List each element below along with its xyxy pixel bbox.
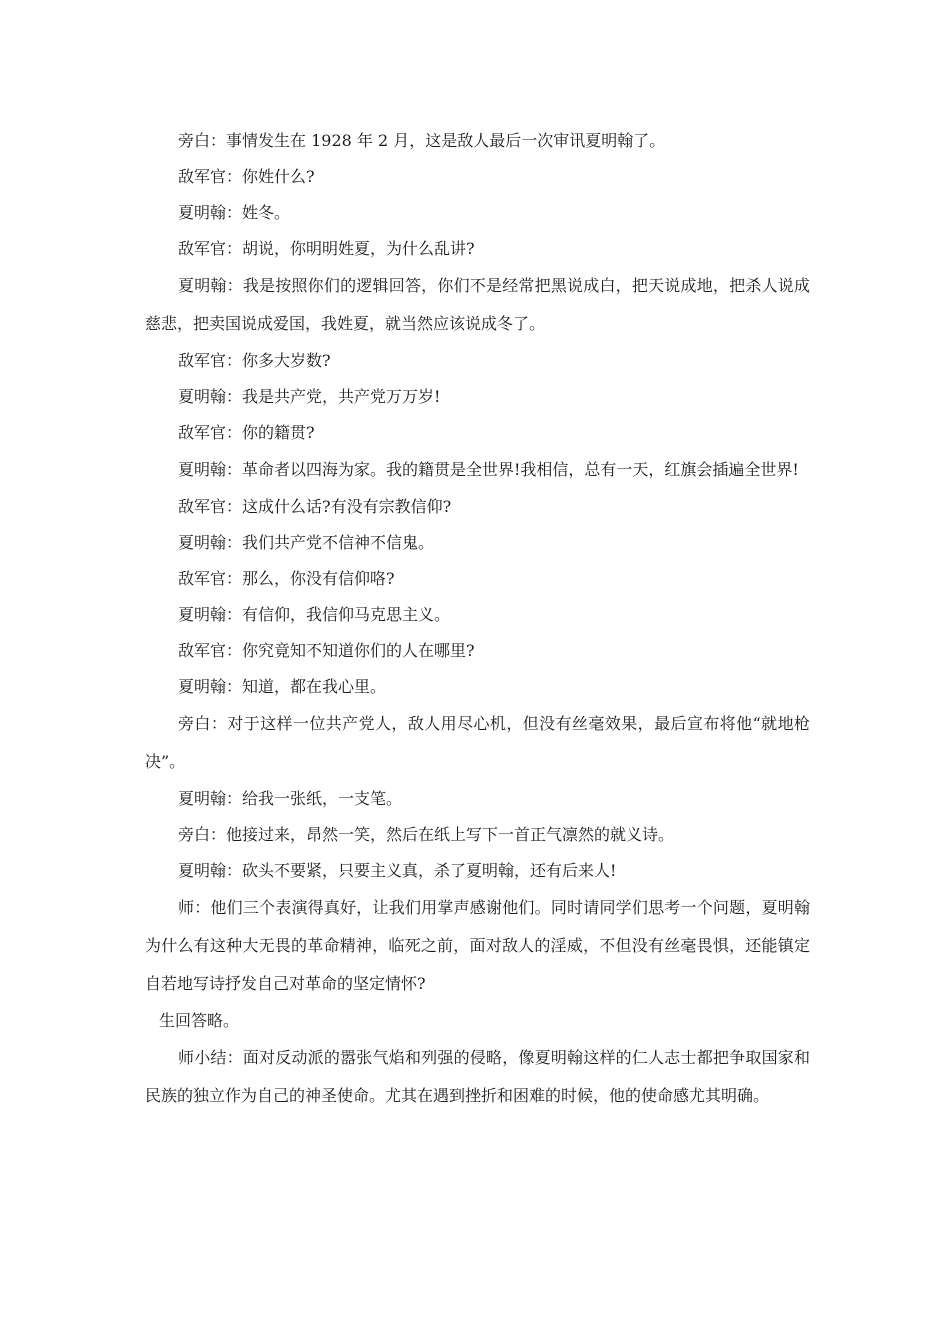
- paragraph-officer-1: 敌军官：你姓什么?: [178, 167, 315, 186]
- paragraph-xia-3: 夏明翰：我是共产党，共产党万万岁!: [178, 387, 441, 406]
- paragraph-xia-6: 夏明翰：有信仰，我信仰马克思主义。: [178, 605, 451, 624]
- paragraph-officer-7: 敌军官：你究竟知不知道你们的人在哪里?: [178, 641, 475, 660]
- paragraph-xia-7: 夏明翰：知道，都在我心里。: [178, 677, 387, 696]
- paragraph-xia-5: 夏明翰：我们共产党不信神不信鬼。: [178, 533, 435, 552]
- paragraph-officer-3: 敌军官：你多大岁数?: [178, 351, 331, 370]
- paragraph-xia-2: 夏明翰：我是按照你们的逻辑回答，你们不是经常把黑说成白，把天说成地，把杀人说成慈悲，把卖国说成爱国，我姓夏，就当然应该说成冬了。: [145, 276, 810, 333]
- paragraph-student-answer: 生回答略。: [159, 1011, 240, 1030]
- paragraph-xia-8: 夏明翰：给我一张纸，一支笔。: [178, 789, 403, 808]
- paragraph-xia-4: 夏明翰：革命者以四海为家。我的籍贯是全世界!我相信，总有一天，红旗会插遍全世界!: [178, 460, 799, 479]
- paragraph-officer-6: 敌军官：那么，你没有信仰咯?: [178, 569, 395, 588]
- document-body: [145, 123, 810, 1115]
- paragraph-teacher-summary: 师小结：面对反动派的嚣张气焰和列强的侵略，像夏明翰这样的仁人志士都把争取国家和民族的独立作为自己的神圣使命。尤其在遇到挫折和困难的时候，他的使命感尤其明确。: [145, 1048, 810, 1105]
- paragraph-officer-2: 敌军官：胡说，你明明姓夏，为什么乱讲?: [178, 239, 475, 258]
- paragraph-narration-3: 旁白：他接过来，昂然一笑，然后在纸上写下一首正气凛然的就义诗。: [178, 825, 675, 844]
- paragraph-officer-4: 敌军官：你的籍贯?: [178, 423, 315, 442]
- paragraph-narration-2: 旁白：对于这样一位共产党人，敌人用尽心机，但没有丝毫效果，最后宣布将他“就地枪决”。: [145, 714, 810, 771]
- paragraph-narration-1: 旁白：事情发生在 1928 年 2 月，这是敌人最后一次审讯夏明翰了。: [178, 131, 666, 150]
- paragraph-xia-9: 夏明翰：砍头不要紧，只要主义真，杀了夏明翰，还有后来人!: [178, 861, 617, 880]
- paragraph-teacher-question: 师：他们三个表演得真好，让我们用掌声感谢他们。同时请同学们思考一个问题，夏明翰为什么有这种大无畏的革命精神，临死之前，面对敌人的淫威，不但没有丝毫畏惧，还能镇定自若地写诗抒发自己对革命的坚定情怀?: [145, 898, 810, 993]
- paragraph-officer-5: 敌军官：这成什么话?有没有宗教信仰?: [178, 497, 452, 516]
- paragraph-xia-1: 夏明翰：姓冬。: [178, 203, 291, 222]
